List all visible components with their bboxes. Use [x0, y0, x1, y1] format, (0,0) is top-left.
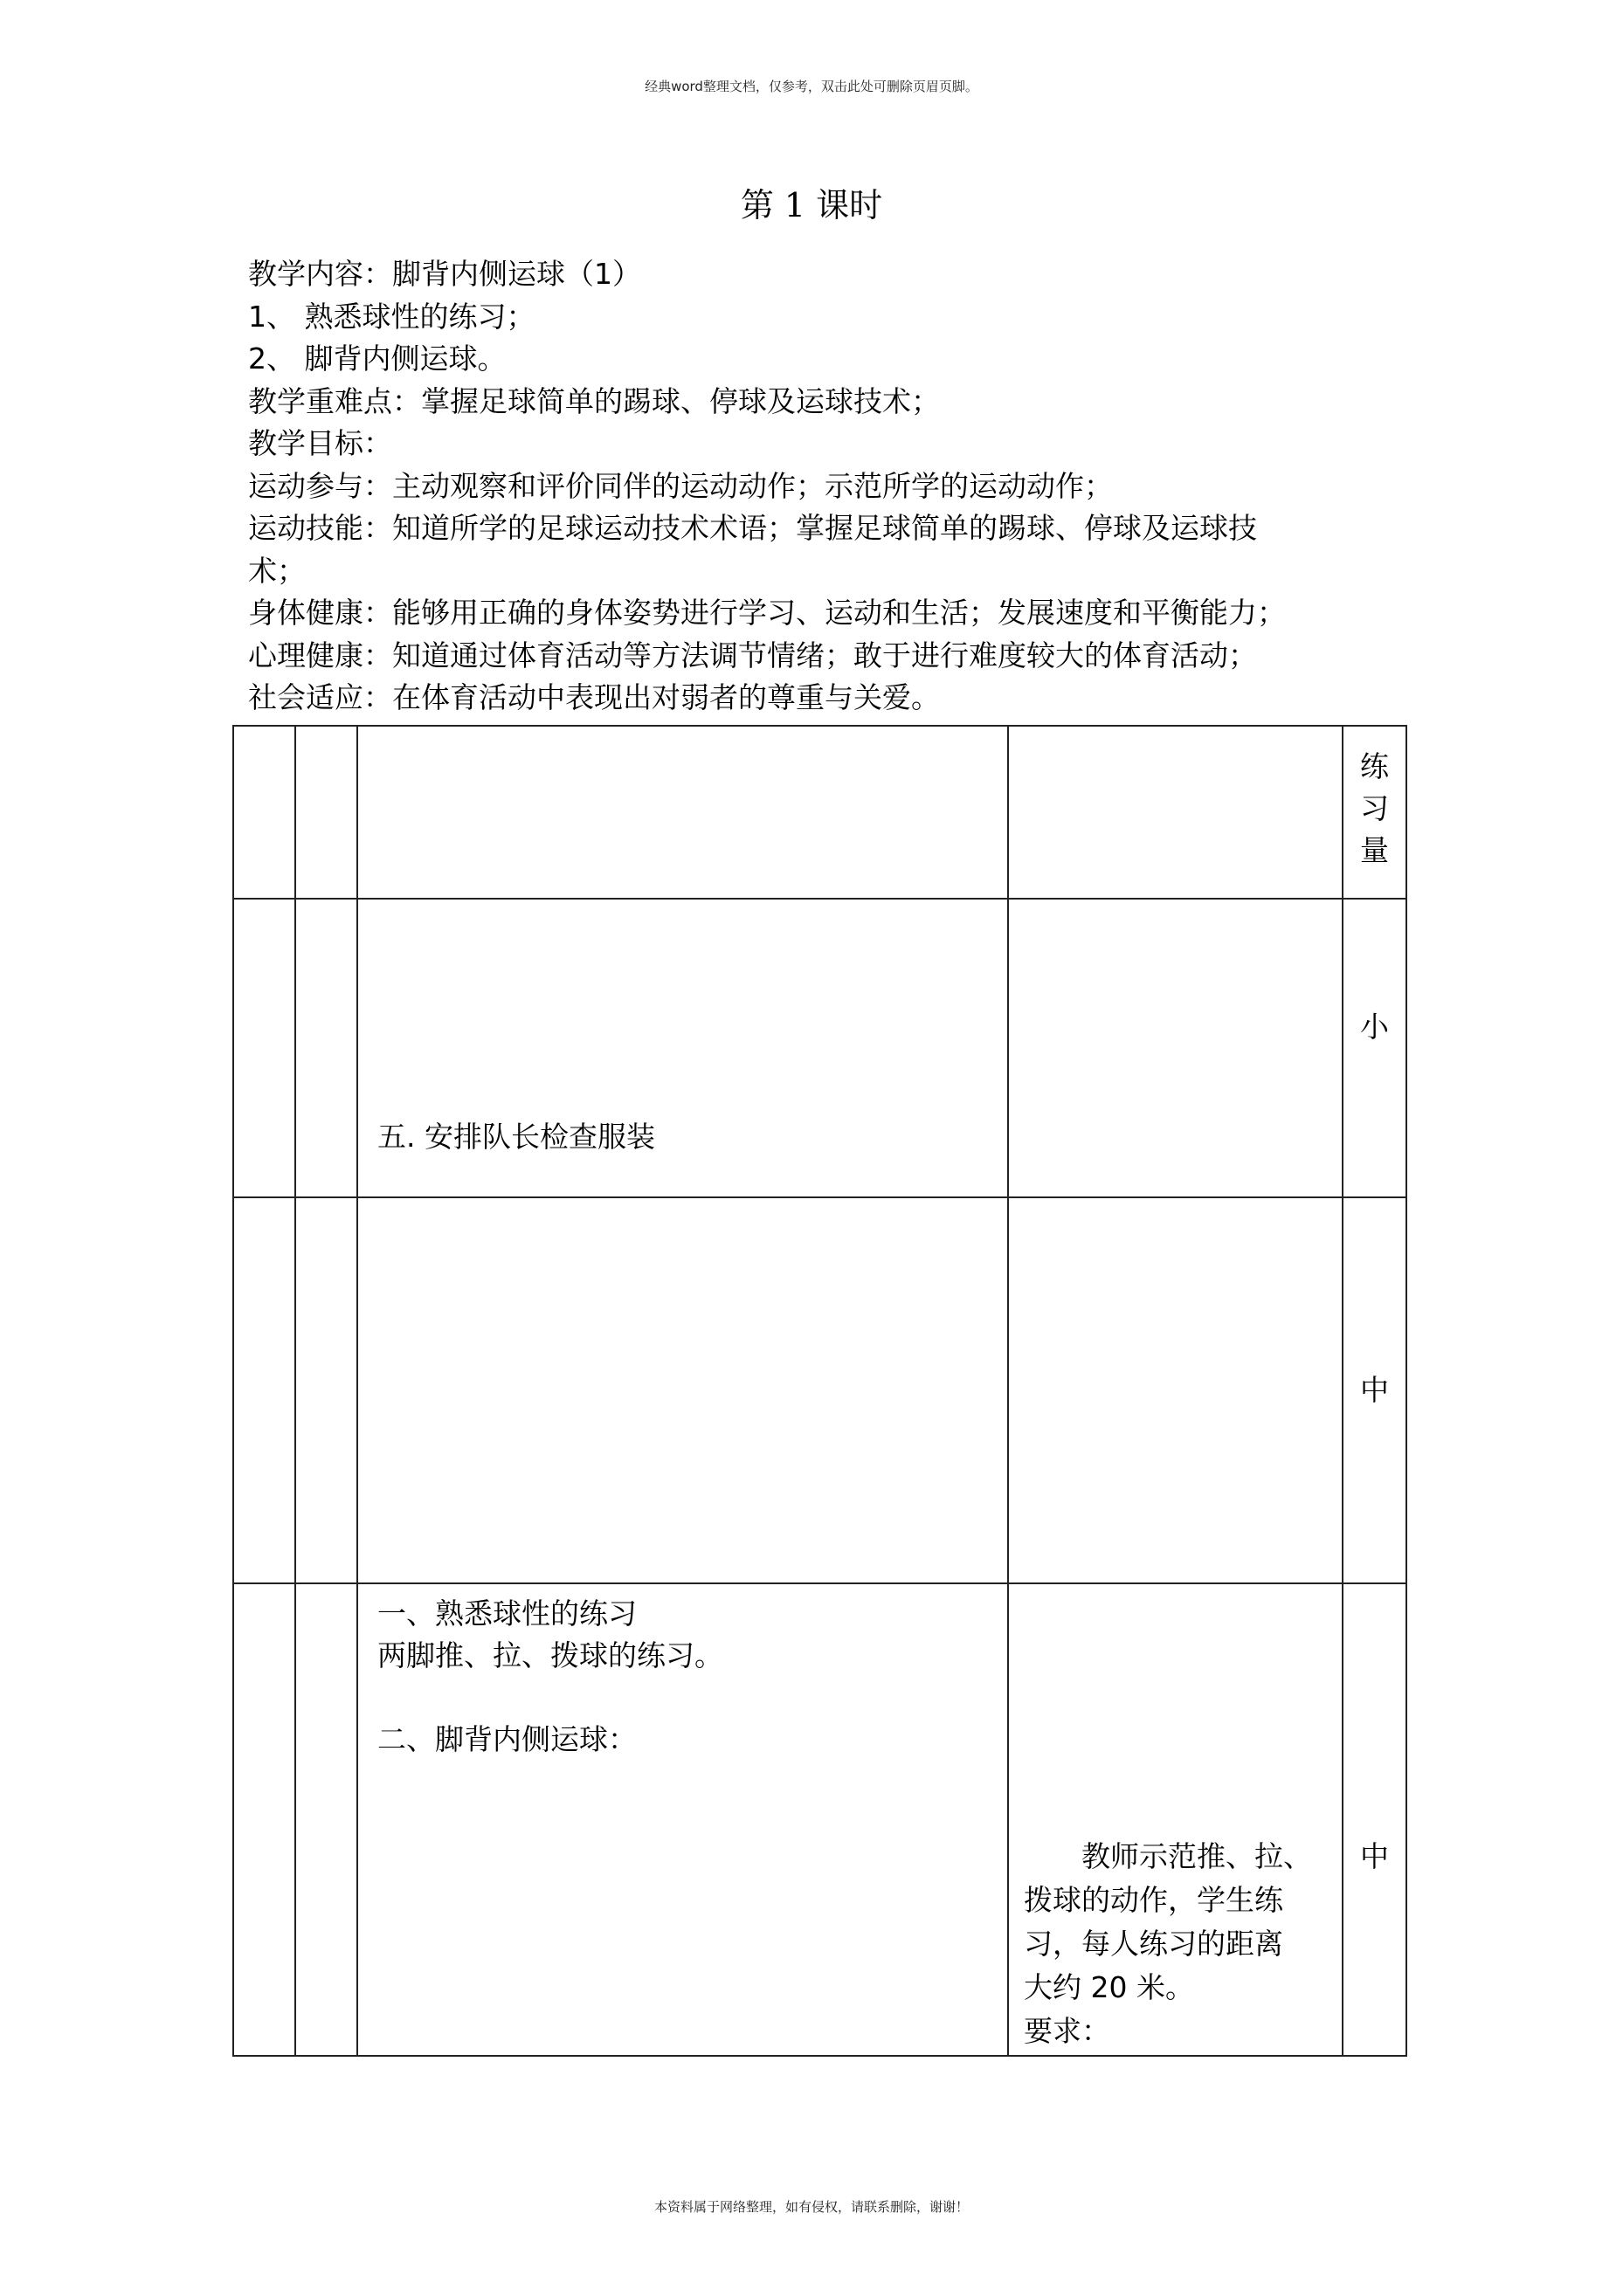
row3-amount: 中 — [1360, 1373, 1389, 1407]
intro-line: 社会适应：在体育活动中表现出对弱者的尊重与关爱。 — [248, 680, 940, 714]
row4-method-line: 要求： — [1024, 2014, 1110, 2048]
table-cell — [1343, 899, 1406, 1197]
table-row — [233, 726, 1406, 899]
header-char: 练 — [1360, 749, 1389, 783]
intro-line: 运动技能：知道所学的足球运动技术术语；掌握足球简单的踢球、停球及运球技 — [248, 511, 1257, 545]
table-cell — [295, 1583, 357, 2056]
intro-line: 心理健康：知道通过体育活动等方法调节情绪；敢于进行难度较大的体育活动； — [248, 638, 1257, 672]
intro-line: 教学目标： — [248, 426, 392, 460]
table-cell — [1343, 1583, 1406, 2056]
practice-amount-header — [1343, 726, 1406, 899]
row4-content-line: 二、脚背内侧运球： — [377, 1722, 637, 1756]
table-cell — [233, 1197, 295, 1583]
row4-method-line: 拨球的动作，学生练 — [1024, 1883, 1283, 1917]
table-cell — [233, 899, 295, 1197]
intro-line: 教学重难点：掌握足球简单的踢球、停球及运球技术； — [248, 383, 940, 418]
table-row — [233, 1197, 1406, 1583]
page-header-note: 经典word整理文档，仅参考，双击此处可删除页眉页脚。 — [645, 79, 978, 94]
table-cell — [1343, 1197, 1406, 1583]
table-row — [233, 1583, 1406, 2056]
table-cell — [1008, 726, 1343, 899]
intro-line: 身体健康：能够用正确的身体姿势进行学习、运动和生活；发展速度和平衡能力； — [248, 596, 1286, 630]
header-char: 习 — [1360, 791, 1389, 825]
table-cell — [357, 726, 1008, 899]
table-cell — [1008, 1197, 1343, 1583]
row4-amount: 中 — [1360, 1839, 1389, 1873]
lesson-intro — [248, 253, 1410, 720]
intro-line: 运动参与：主动观察和评价同伴的运动动作；示范所学的运动动作； — [248, 468, 1113, 503]
row4-content-line: 一、熟悉球性的练习 — [377, 1596, 637, 1631]
row4-method-line: 习，每人练习的距离 — [1024, 1927, 1283, 1961]
row4-method-line: 教师示范推、拉、 — [1024, 1839, 1312, 1873]
page-footer-note: 本资料属于网络整理，如有侵权，请联系删除，谢谢！ — [653, 2199, 969, 2215]
intro-line: 1、 熟悉球性的练习； — [248, 299, 535, 334]
table-row — [233, 899, 1406, 1197]
header-char: 量 — [1360, 833, 1389, 867]
table-cell — [1008, 899, 1343, 1197]
row2-amount: 小 — [1360, 1010, 1389, 1044]
table-cell — [1008, 1583, 1343, 2056]
row4-content-line: 两脚推、拉、拨球的练习。 — [377, 1638, 723, 1672]
table-cell — [357, 1583, 1008, 2056]
page-title: 第 1 课时 — [740, 186, 883, 224]
intro-line: 教学内容：脚背内侧运球（1） — [248, 257, 641, 291]
row4-method-line: 大约 20 米。 — [1024, 1970, 1194, 2004]
table-cell — [295, 1197, 357, 1583]
table-cell — [357, 1197, 1008, 1583]
row2-content: 五. 安排队长检查服装 — [377, 1120, 655, 1154]
lesson-plan-table — [232, 725, 1407, 2057]
table-cell — [357, 899, 1008, 1197]
intro-line: 2、 脚背内侧运球。 — [248, 341, 507, 376]
table-cell — [233, 726, 295, 899]
table-cell — [233, 1583, 295, 2056]
intro-line: 术； — [248, 553, 306, 588]
table-cell — [295, 899, 357, 1197]
table-cell — [295, 726, 357, 899]
